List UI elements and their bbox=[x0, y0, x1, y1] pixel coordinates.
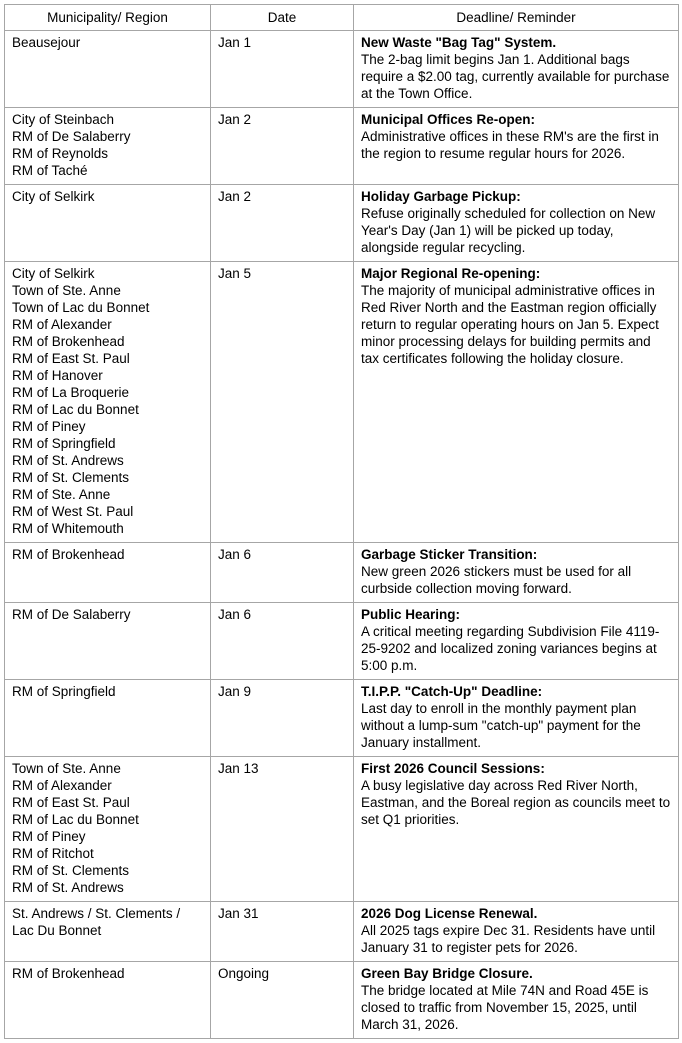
municipality-cell bbox=[5, 757, 211, 902]
municipality-name: RM of Springfield bbox=[12, 436, 116, 451]
municipality-name: RM of Ritchot bbox=[12, 846, 94, 861]
deadline-cell bbox=[354, 31, 679, 108]
table-header bbox=[5, 5, 679, 31]
date-cell: Jan 6 bbox=[211, 543, 354, 603]
municipality-name: RM of Reynolds bbox=[12, 146, 109, 161]
date-cell: Jan 6 bbox=[211, 603, 354, 680]
deadline-body: New green 2026 stickers must be used for all curbside collection moving forward. bbox=[361, 564, 632, 596]
table-row bbox=[5, 543, 679, 603]
deadline-body: Administrative offices in these RM's are the first in the region to resume regular hours for 2026. bbox=[361, 129, 659, 161]
table-row bbox=[5, 603, 679, 680]
municipality-name: RM of Hanover bbox=[12, 368, 103, 383]
table-body bbox=[5, 31, 679, 1039]
municipality-name: Town of Ste. Anne bbox=[12, 761, 121, 776]
municipality-name: RM of St. Andrews bbox=[12, 453, 124, 468]
municipality-name: RM of Piney bbox=[12, 419, 86, 434]
municipality-name: RM of Lac du Bonnet bbox=[12, 812, 139, 827]
municipality-name: RM of Alexander bbox=[12, 317, 112, 332]
deadline-cell bbox=[354, 603, 679, 680]
deadline-body: A busy legislative day across Red River North, Eastman, and the Boreal region as councils meet to set Q1 priorities. bbox=[361, 778, 671, 827]
municipality-cell bbox=[5, 543, 211, 603]
deadline-title: Public Hearing: bbox=[361, 607, 461, 622]
deadline-table bbox=[4, 4, 679, 1039]
deadline-body: The majority of municipal administrative offices in Red River North and the Eastman region officially return to regular operating hours on Jan 5. Expect minor processing delays for building permits and tax certificates following the holiday closure. bbox=[361, 283, 659, 366]
date-cell: Jan 2 bbox=[211, 108, 354, 185]
municipality-cell bbox=[5, 31, 211, 108]
deadline-title: T.I.P.P. "Catch-Up" Deadline: bbox=[361, 684, 543, 699]
deadline-cell bbox=[354, 757, 679, 902]
deadline-body: Refuse originally scheduled for collection on New Year's Day (Jan 1) will be picked up today, alongside regular recycling. bbox=[361, 206, 656, 255]
municipality-name: RM of Whitemouth bbox=[12, 521, 124, 536]
municipality-name: RM of Springfield bbox=[12, 684, 116, 699]
deadline-title: Green Bay Bridge Closure. bbox=[361, 966, 533, 981]
table-row bbox=[5, 757, 679, 902]
deadline-body: A critical meeting regarding Subdivision File 4119-25-9202 and localized zoning variances begins at 5:00 p.m. bbox=[361, 624, 660, 673]
deadline-cell bbox=[354, 680, 679, 757]
municipality-name: City of Selkirk bbox=[12, 189, 95, 204]
date-cell: Jan 9 bbox=[211, 680, 354, 757]
deadline-title: Municipal Offices Re-open: bbox=[361, 112, 536, 127]
municipality-name: RM of Brokenhead bbox=[12, 547, 125, 562]
deadline-cell bbox=[354, 902, 679, 962]
deadline-title: Holiday Garbage Pickup: bbox=[361, 189, 521, 204]
deadline-body: The bridge located at Mile 74N and Road 45E is closed to traffic from November 15, 2025, until March 31, 2026. bbox=[361, 983, 649, 1032]
date-cell: Jan 31 bbox=[211, 902, 354, 962]
municipality-name: City of Selkirk bbox=[12, 266, 95, 281]
date-cell: Jan 1 bbox=[211, 31, 354, 108]
municipality-name: RM of De Salaberry bbox=[12, 129, 131, 144]
column-header-date: Date bbox=[211, 5, 354, 31]
municipality-name: RM of Taché bbox=[12, 163, 88, 178]
deadline-body: Last day to enroll in the monthly payment plan without a lump-sum "catch-up" payment for the January installment. bbox=[361, 701, 641, 750]
municipality-name: Town of Lac du Bonnet bbox=[12, 300, 150, 315]
date-cell: Jan 2 bbox=[211, 185, 354, 262]
column-header-deadline: Deadline/ Reminder bbox=[354, 5, 679, 31]
table-row bbox=[5, 962, 679, 1039]
municipality-name: RM of East St. Paul bbox=[12, 351, 130, 366]
municipality-name: Beausejour bbox=[12, 35, 81, 50]
municipality-name: RM of St. Clements bbox=[12, 863, 130, 878]
table-row bbox=[5, 108, 679, 185]
municipality-name: RM of West St. Paul bbox=[12, 504, 134, 519]
column-header-municipality: Municipality/ Region bbox=[5, 5, 211, 31]
date-cell: Jan 5 bbox=[211, 262, 354, 543]
municipality-cell bbox=[5, 962, 211, 1039]
date-cell: Jan 13 bbox=[211, 757, 354, 902]
table-row bbox=[5, 680, 679, 757]
municipality-name: RM of Lac du Bonnet bbox=[12, 402, 139, 417]
municipality-name: RM of St. Andrews bbox=[12, 880, 124, 895]
table-row bbox=[5, 31, 679, 108]
municipality-name: Town of Ste. Anne bbox=[12, 283, 121, 298]
deadline-body: The 2-bag limit begins Jan 1. Additional bags require a $2.00 tag, currently available for purchase at the Town Office. bbox=[361, 52, 670, 101]
municipality-cell bbox=[5, 262, 211, 543]
deadline-title: Major Regional Re-opening: bbox=[361, 266, 541, 281]
deadline-cell bbox=[354, 543, 679, 603]
deadline-cell bbox=[354, 262, 679, 543]
municipality-cell bbox=[5, 680, 211, 757]
table-row bbox=[5, 902, 679, 962]
municipality-name: RM of Alexander bbox=[12, 778, 112, 793]
municipality-name: RM of East St. Paul bbox=[12, 795, 130, 810]
deadline-cell bbox=[354, 962, 679, 1039]
municipality-name: City of Steinbach bbox=[12, 112, 115, 127]
deadline-cell bbox=[354, 108, 679, 185]
municipality-name: RM of Ste. Anne bbox=[12, 487, 111, 502]
municipality-cell bbox=[5, 603, 211, 680]
table-row bbox=[5, 185, 679, 262]
municipality-name: RM of Brokenhead bbox=[12, 966, 125, 981]
header-row bbox=[5, 5, 679, 31]
municipality-name: RM of Piney bbox=[12, 829, 86, 844]
municipality-name: St. Andrews / St. Clements / Lac Du Bonnet bbox=[12, 906, 181, 938]
municipality-name: RM of La Broquerie bbox=[12, 385, 130, 400]
municipality-cell bbox=[5, 108, 211, 185]
deadline-title: 2026 Dog License Renewal. bbox=[361, 906, 538, 921]
deadline-title: Garbage Sticker Transition: bbox=[361, 547, 538, 562]
municipality-name: RM of St. Clements bbox=[12, 470, 130, 485]
municipality-cell bbox=[5, 902, 211, 962]
municipality-name: RM of De Salaberry bbox=[12, 607, 131, 622]
table-row bbox=[5, 262, 679, 543]
deadline-title: New Waste "Bag Tag" System. bbox=[361, 35, 557, 50]
deadline-cell bbox=[354, 185, 679, 262]
deadline-body: All 2025 tags expire Dec 31. Residents have until January 31 to register pets for 2026. bbox=[361, 923, 656, 955]
deadline-title: First 2026 Council Sessions: bbox=[361, 761, 545, 776]
date-cell: Ongoing bbox=[211, 962, 354, 1039]
municipality-cell bbox=[5, 185, 211, 262]
municipality-name: RM of Brokenhead bbox=[12, 334, 125, 349]
